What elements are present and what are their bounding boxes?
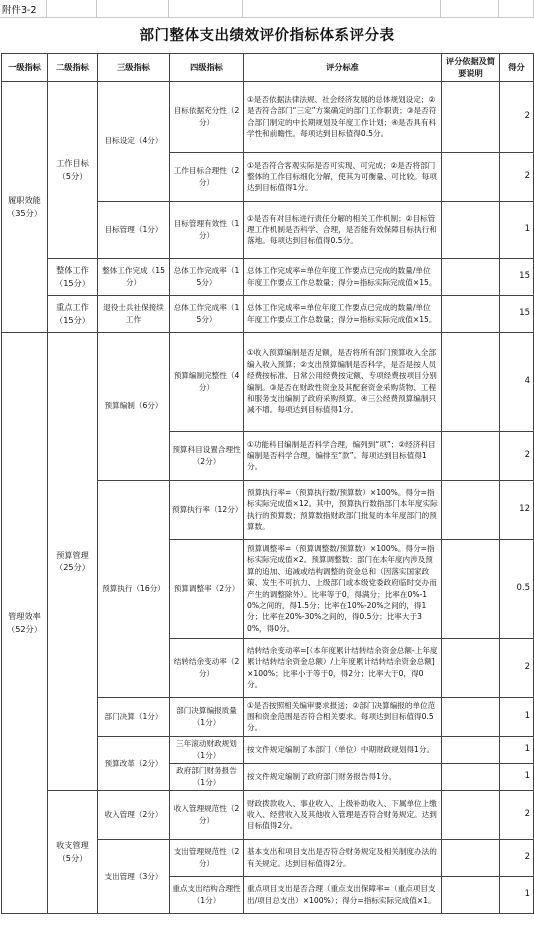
- cell-g1[interactable]: [499, 0, 534, 18]
- l3-cell[interactable]: 部门决算（1分）: [98, 697, 170, 736]
- standard-cell[interactable]: ①收入预算编制是否足额，是否将所有部门预算收入全部编入收入预算；②支出预算编制是否科学，是否是按人员经费按标准、日常公用经费按定额、专项经费按项目分别编制。③是否在财政性资金及其配套资金采购货物、工程和服务支出编制了政府采购预算。④三公经费预算编制只减不增。每项达到目标值得1分。: [244, 332, 442, 431]
- basis-cell[interactable]: [442, 431, 500, 480]
- score-cell[interactable]: 2: [500, 152, 534, 201]
- basis-cell[interactable]: [442, 295, 500, 332]
- l4-cell[interactable]: 预算科目设置合理性（2分）: [170, 431, 244, 480]
- basis-cell[interactable]: [442, 258, 500, 295]
- score-cell[interactable]: 1: [500, 763, 534, 790]
- l2-cell[interactable]: 工作目标（5分）: [48, 81, 98, 258]
- l4-cell[interactable]: 总体工作完成率（15分）: [170, 295, 244, 332]
- basis-cell[interactable]: [442, 332, 500, 431]
- header-l4: 四级指标: [170, 54, 244, 82]
- basis-cell[interactable]: [442, 480, 500, 539]
- standard-cell[interactable]: ①是否依据法律法规、社会经济发展的总体规划设定；②是否符合部门“三定”方案确定的部门工作职责；③是否符合部门制定的中长期规划及年度工作计划；④是否具有科学性和前瞻性。每项达到目标值得0.5分。: [244, 81, 442, 152]
- l3-cell[interactable]: 退役士兵社保接续工作: [98, 295, 170, 332]
- l3-cell[interactable]: 目标设定（4分）: [98, 81, 170, 201]
- standard-cell[interactable]: ①是否有对目标进行责任分解的相关工作机制；②目标管理工作机制是否科学、合理，是否能有效保障目标执行和落地。每项达到目标值得0.5分。: [244, 201, 442, 258]
- l3-cell[interactable]: 支出管理（3分）: [98, 839, 170, 913]
- score-cell[interactable]: 2: [500, 81, 534, 152]
- l3-cell[interactable]: 目标管理（1分）: [98, 201, 170, 258]
- basis-cell[interactable]: [442, 201, 500, 258]
- table-row: [2, 81, 534, 152]
- cell-d1[interactable]: [169, 0, 243, 18]
- basis-cell[interactable]: [442, 790, 500, 839]
- cell-a1[interactable]: [0, 0, 47, 18]
- l3-cell[interactable]: 收入管理（2分）: [98, 790, 170, 839]
- basis-cell[interactable]: [442, 697, 500, 736]
- standard-cell[interactable]: 按文件规定编制了本部门（单位）中期财政规划得1分。: [244, 736, 442, 763]
- basis-cell[interactable]: [442, 81, 500, 152]
- l4-cell[interactable]: 部门决算编报质量（1分）: [170, 697, 244, 736]
- score-cell[interactable]: 15: [500, 295, 534, 332]
- header-score: 得分: [500, 54, 534, 82]
- table-row: [2, 258, 534, 295]
- header-l1: 一级指标: [2, 54, 48, 82]
- l3-cell[interactable]: 预算编制（6分）: [98, 332, 170, 480]
- cell-c1[interactable]: [97, 0, 169, 18]
- l4-cell[interactable]: 重点支出结构合理性（1分）: [170, 876, 244, 913]
- cell-e1[interactable]: [243, 0, 441, 18]
- l4-cell[interactable]: 结转结余变动率（2分）: [170, 638, 244, 697]
- header-basis: 评分依据及简要说明: [442, 54, 500, 82]
- standard-cell[interactable]: 总体工作完成率=单位年度工作要点已完成的数量/单位年度工作要点工作总数量；得分=指标实际完成值×15。: [244, 295, 442, 332]
- l1-cell[interactable]: 管理效率（52分）: [2, 332, 48, 913]
- header-l3: 三级指标: [98, 54, 170, 82]
- cell-f1[interactable]: [441, 0, 499, 18]
- l3-cell[interactable]: 预算改革（2分）: [98, 736, 170, 790]
- score-cell[interactable]: 2: [500, 790, 534, 839]
- score-cell[interactable]: 1: [500, 876, 534, 913]
- l3-cell[interactable]: 整体工作完成（15分）: [98, 258, 170, 295]
- basis-cell[interactable]: [442, 876, 500, 913]
- l2-cell[interactable]: 重点工作（15分）: [48, 295, 98, 332]
- l4-cell[interactable]: 预算编制完整性（4分）: [170, 332, 244, 431]
- basis-cell[interactable]: [442, 736, 500, 763]
- header-row: [2, 54, 534, 82]
- header-standard: 评分标准: [244, 54, 442, 82]
- basis-cell[interactable]: [442, 638, 500, 697]
- standard-cell[interactable]: 重点项目支出是否合理（重点支出保障率=（重点项目支出/项目总支出）×100%）；得分=指标实际完成值×1。: [244, 876, 442, 913]
- standard-cell[interactable]: 总体工作完成率=单位年度工作要点已完成的数量/单位年度工作要点工作总数量；得分=指标实际完成值×15。: [244, 258, 442, 295]
- standard-cell[interactable]: 基本支出和项目支出是否符合财务规定及相关制度办法的有关规定。达到目标值得2分。: [244, 839, 442, 876]
- standard-cell[interactable]: 结转结余变动率=[（本年度累计结转结余资金总额-上年度累计结转结余资金总额）/上年度累计结转结余资金总额]×100%；比率小于等于0，得2分；比率大于0，得0分。: [244, 638, 442, 697]
- l4-cell[interactable]: 预算调整率（2分）: [170, 539, 244, 638]
- l2-cell[interactable]: 整体工作（15分）: [48, 258, 98, 295]
- l1-cell[interactable]: 履职效能（35分）: [2, 81, 48, 332]
- score-cell[interactable]: 2: [500, 431, 534, 480]
- header-l2: 二级指标: [48, 54, 98, 82]
- sheet-top-bar: [0, 0, 534, 19]
- l3-cell[interactable]: 预算执行（16分）: [98, 480, 170, 697]
- table-row: [2, 295, 534, 332]
- l4-cell[interactable]: 预算执行率（12分）: [170, 480, 244, 539]
- l4-cell[interactable]: 目标管理有效性（1分）: [170, 201, 244, 258]
- score-cell[interactable]: 1: [500, 697, 534, 736]
- basis-cell[interactable]: [442, 152, 500, 201]
- table-row: [2, 332, 534, 431]
- l4-cell[interactable]: 三年滚动财政规划（1分）: [170, 736, 244, 763]
- standard-cell[interactable]: 预算执行率=（预算执行数/预算数）×100%。得分=指标实际完成值×12。其中，预算执行数指部门本年度实际执行的预算数；预算数指财政部门批复的本年度部门的预算数。: [244, 480, 442, 539]
- score-cell[interactable]: 15: [500, 258, 534, 295]
- score-cell[interactable]: 0.5: [500, 539, 534, 638]
- attachment-label: 附件3-2: [2, 5, 37, 16]
- basis-cell[interactable]: [442, 839, 500, 876]
- score-cell[interactable]: 2: [500, 839, 534, 876]
- standard-cell[interactable]: 预算调整率=（预算调整数/预算数）×100%。得分=指标实际完成值×2。预算调整数：部门在本年度内涉及预算的追加、追减或结构调整的资金总和（因落实国家政策、发生不可抗力、上级部门或本级党委政府临时交办而产生的调整除外）。比率等于0，得满分；比率在0%-10%之间的，得1.5分；比率在10%-20%之间的，得1分；比率在20%-30%之间的，得0.5分；比率大于30%，得0分。: [244, 539, 442, 638]
- score-cell[interactable]: 1: [500, 201, 534, 258]
- page-title: 部门整体支出绩效评价指标体系评分表: [139, 28, 395, 44]
- standard-cell[interactable]: ①是否符合客观实际是否可实现、可完成；②是否将部门整体的工作目标细化分解，使其为可衡量、可比较。每项达到目标值得1分。: [244, 152, 442, 201]
- score-cell[interactable]: 2: [500, 638, 534, 697]
- l4-cell[interactable]: 收入管理规范性（2分）: [170, 790, 244, 839]
- table-row: [2, 790, 534, 839]
- score-cell[interactable]: 12: [500, 480, 534, 539]
- l4-cell[interactable]: 支出管理规范性（2分）: [170, 839, 244, 876]
- basis-cell[interactable]: [442, 539, 500, 638]
- evaluation-table: [1, 53, 534, 914]
- l2-cell[interactable]: 预算管理（25分）: [48, 332, 98, 790]
- standard-cell[interactable]: ①功能科目编制是否科学合理，编列到“项”；②经济科目编制是否科学合理，编排至“款”。每项达到目标值得1分。: [244, 431, 442, 480]
- l4-cell[interactable]: 工作目标合理性（2分）: [170, 152, 244, 201]
- standard-cell[interactable]: ①是否按照相关编审要求报送；②部门决算编报的单位范围和资金范围是否符合相关要求。每项达到目标值得0.5分。: [244, 697, 442, 736]
- l4-cell[interactable]: 政府部门财务报告（1分）: [170, 763, 244, 790]
- score-cell[interactable]: 1: [500, 736, 534, 763]
- standard-cell[interactable]: 按文件规定编制了政府部门财务报告得1分。: [244, 763, 442, 790]
- basis-cell[interactable]: [442, 763, 500, 790]
- standard-cell[interactable]: 财政拨款收入、事业收入、上级补助收入、下属单位上缴收入、经营收入及其他收入管理是否符合财务规定。达到目标值得2分。: [244, 790, 442, 839]
- score-cell[interactable]: 4: [500, 332, 534, 431]
- l2-cell[interactable]: 收支管理（5分）: [48, 790, 98, 913]
- cell-b1[interactable]: [47, 0, 97, 18]
- l4-cell[interactable]: 总体工作完成率（15分）: [170, 258, 244, 295]
- l4-cell[interactable]: 目标依据充分性（2分）: [170, 81, 244, 152]
